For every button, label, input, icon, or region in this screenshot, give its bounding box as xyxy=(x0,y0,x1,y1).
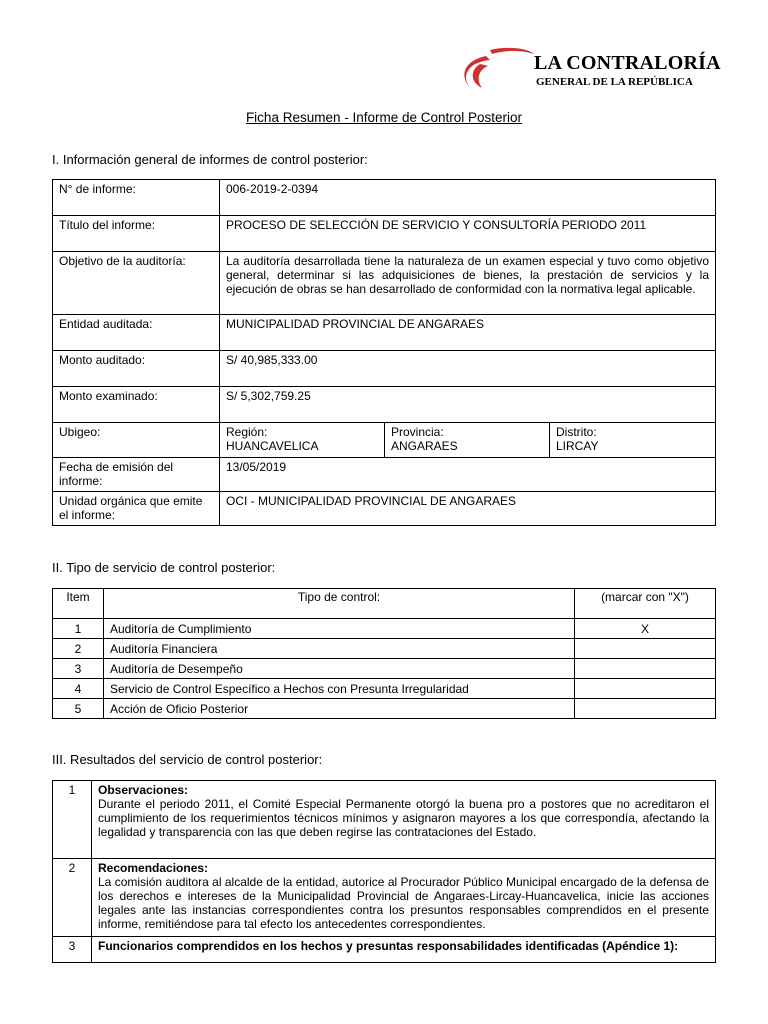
audited-amount-label: Monto auditado: xyxy=(53,351,220,387)
section-1-heading: I. Información general de informes de control posterior: xyxy=(52,152,368,167)
officials-cell xyxy=(92,937,716,963)
logo-subtitle: GENERAL DE LA REPÚBLICA xyxy=(536,76,693,88)
audited-amount-value: S/ 40,985,333.00 xyxy=(220,351,716,387)
table-row xyxy=(53,679,716,699)
section-3-heading: III. Resultados del servicio de control posterior: xyxy=(52,752,323,767)
distrito-label: Distrito: xyxy=(556,425,597,439)
region-value: HUANCAVELICA xyxy=(226,439,319,453)
region-cell xyxy=(220,423,385,458)
row-item: 4 xyxy=(53,679,104,699)
row-mark xyxy=(575,699,716,719)
table-row xyxy=(53,659,716,679)
examined-amount-value: S/ 5,302,759.25 xyxy=(220,387,716,423)
table-row xyxy=(53,351,716,387)
row-tipo: Auditoría de Cumplimiento xyxy=(104,619,575,639)
table-row xyxy=(53,387,716,423)
table-header-row xyxy=(53,589,716,619)
control-type-table xyxy=(52,588,716,719)
table-row xyxy=(53,216,716,252)
row-item: 3 xyxy=(53,659,104,679)
table-row xyxy=(53,252,716,315)
table-row xyxy=(53,423,716,458)
objective-label: Objetivo de la auditoría: xyxy=(53,252,220,315)
issuing-unit-value: OCI - MUNICIPALIDAD PROVINCIAL DE ANGARAES xyxy=(220,492,716,526)
issue-date-label: Fecha de emisión del informe: xyxy=(53,458,220,492)
row-mark: X xyxy=(575,619,716,639)
row-tipo: Servicio de Control Específico a Hechos con Presunta Irregularidad xyxy=(104,679,575,699)
table-row xyxy=(53,180,716,216)
informe-number-label: N° de informe: xyxy=(53,180,220,216)
observations-cell xyxy=(92,781,716,859)
issuing-unit-label: Unidad orgánica que emite el informe: xyxy=(53,492,220,526)
logo-title: LA CONTRALORÍA xyxy=(534,52,721,74)
header-tipo: Tipo de control: xyxy=(104,589,575,619)
provincia-value: ANGARAES xyxy=(391,439,458,453)
results-table xyxy=(52,780,716,963)
table-row xyxy=(53,781,716,859)
informe-title-label: Título del informe: xyxy=(53,216,220,252)
observations-title: Observaciones: xyxy=(98,783,189,797)
observations-text: Durante el periodo 2011, el Comité Especial Permanente otorgó la buena pro a postores que no acreditaron el cumplimiento de los requerimientos técnicos mínimos y asignaron mayores a los que correspondía, afectando la legalidad y transparencia con las que deben regirse las contrataciones del Estado. xyxy=(98,797,709,839)
table-row xyxy=(53,492,716,526)
document-title: Ficha Resumen - Informe de Control Posterior xyxy=(245,110,523,125)
examined-amount-label: Monto examinado: xyxy=(53,387,220,423)
table-row xyxy=(53,619,716,639)
recommendations-title: Recomendaciones: xyxy=(98,861,209,875)
issue-date-value: 13/05/2019 xyxy=(220,458,716,492)
header-item: Item xyxy=(53,589,104,619)
row-tipo: Auditoría Financiera xyxy=(104,639,575,659)
entity-value: MUNICIPALIDAD PROVINCIAL DE ANGARAES xyxy=(220,315,716,351)
informe-number-value: 006-2019-2-0394 xyxy=(220,180,716,216)
row-mark xyxy=(575,639,716,659)
provincia-label: Provincia: xyxy=(391,425,444,439)
row-tipo: Auditoría de Desempeño xyxy=(104,659,575,679)
region-label: Región: xyxy=(226,425,268,439)
table-row xyxy=(53,639,716,659)
table-row xyxy=(53,699,716,719)
recommendations-text: La comisión auditora al alcalde de la entidad, autorice al Procurador Público Municipal encargado de la defensa de los derechos e intereses de la Municipalidad Provincial de Angaraes-Lircay-Huancavelica, inicie las acciones legales ante las instancias correspondientes contra los presuntos responsables comprendidos en el presente informe, remitiéndose para tal efecto los antecedentes correspondientes. xyxy=(98,875,709,931)
table-row xyxy=(53,458,716,492)
section-2-heading: II. Tipo de servicio de control posterior: xyxy=(52,560,276,575)
objective-value: La auditoría desarrollada tiene la naturaleza de un examen especial y tuvo como objetivo general, determinar si las adquisiciones de bienes, la prestación de servicios y la ejecución de obras se han desarrollado de conformidad con la normativa legal aplicable. xyxy=(220,252,716,315)
informe-title-value: PROCESO DE SELECCIÓN DE SERVICIO Y CONSULTORÍA PERIODO 2011 xyxy=(220,216,716,252)
entity-label: Entidad auditada: xyxy=(53,315,220,351)
row-item: 1 xyxy=(53,619,104,639)
row-item: 2 xyxy=(53,639,104,659)
result-number: 1 xyxy=(53,781,92,859)
contraloria-logo xyxy=(456,44,726,100)
logo-swoosh-icon xyxy=(456,44,536,100)
table-row xyxy=(53,937,716,963)
table-row xyxy=(53,859,716,937)
distrito-cell xyxy=(550,423,716,458)
result-number: 3 xyxy=(53,937,92,963)
table-row xyxy=(53,315,716,351)
row-item: 5 xyxy=(53,699,104,719)
row-mark xyxy=(575,659,716,679)
provincia-cell xyxy=(385,423,550,458)
ubigeo-label: Ubigeo: xyxy=(53,423,220,458)
officials-title: Funcionarios comprendidos en los hechos y presuntas responsabilidades identificadas (Apéndice 1): xyxy=(98,939,679,953)
header-marcar: (marcar con "X") xyxy=(575,589,716,619)
result-number: 2 xyxy=(53,859,92,937)
row-mark xyxy=(575,679,716,699)
distrito-value: LIRCAY xyxy=(556,439,599,453)
row-tipo: Acción de Oficio Posterior xyxy=(104,699,575,719)
general-info-table xyxy=(52,179,716,526)
recommendations-cell xyxy=(92,859,716,937)
